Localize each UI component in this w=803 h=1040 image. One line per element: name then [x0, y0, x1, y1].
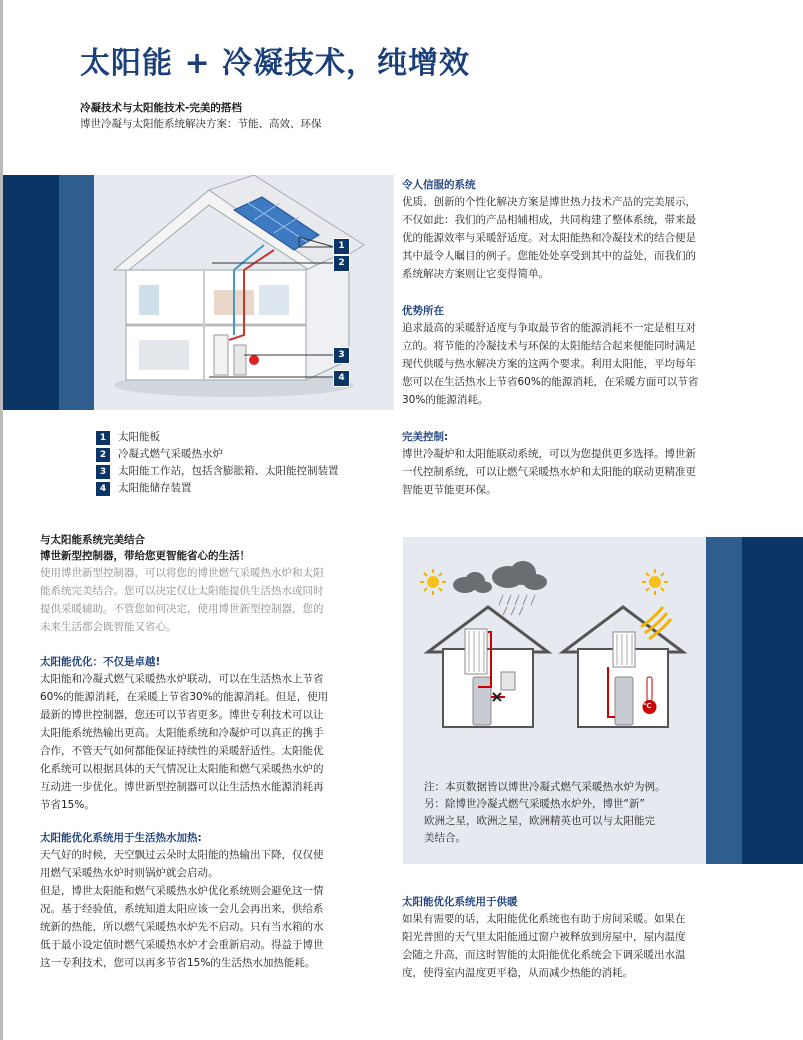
callout-4: 4 — [333, 370, 350, 387]
legend — [96, 429, 339, 497]
diagram-stripe-mid — [706, 537, 742, 864]
optimize-paragraph: 太阳能和冷凝式燃气采暖热水炉联动，可以在生活热水上节省 60%的能源消耗，在采暖上节省30%的能源消耗。但是，使用 最新的博世控制器，您还可以节省更多。博世专利技术可以让 太阳能系统热输出更高。太阳能系统和冷凝炉可以真正的携手 合作，不管天气如何都能保证持续性的采暖舒适性。太阳能优 化系统可以根据具体的天气情况让太阳能和燃气采暖热水炉的 互动进一步优化。博世新型控制器可以让生活热水能源消耗再 节省15%。 — [40, 673, 329, 811]
advantage-heading: 优势所在 — [402, 305, 444, 317]
hotwater-paragraph: 天气好的时候，天空飘过云朵时太阳能的热输出下降，仅仅使 用燃气采暖热水炉时则锅炉就会启动。 但是，博世太阳能和燃气采暖热水炉优化系统则会避免这一情 况。基于经验值，系统知道太阳应该一会儿会再出来，供给系 统新的热能，所以燃气采暖热水炉先不启动。只有当水箱的水 低于最小设定值时燃气采暖热水炉才会重新启动。得益于博世 这一专利技术，您可以再多节省15%的生活热水加热能耗。 — [40, 849, 324, 969]
sun-icon — [642, 569, 668, 595]
control-paragraph: 博世冷凝炉和太阳能联动系统，可以为您提供更多选择。博世新 一代控制系统，可以让燃气采暖热水炉和太阳能的联动更精准更 智能更节能更环保。 — [402, 448, 696, 496]
house-panel-stripe-mid — [59, 175, 94, 410]
intro-subtitle: 博世冷凝与太阳能系统解决方案：节能、高效、环保 — [80, 118, 322, 130]
thermometer-label: ℃ — [643, 702, 652, 710]
callout-2: 2 — [333, 255, 350, 272]
legend-item: 3 太阳能工作站，包括含膨胀箱、太阳能控制装置 — [96, 463, 339, 480]
combine-heading-2: 博世新型控制器，带给您更智能省心的生活！ — [40, 550, 250, 562]
right-column-top — [402, 177, 752, 499]
diagram-stripe-dark — [742, 537, 803, 864]
weather-diagram — [403, 537, 706, 777]
callout-1: 1 — [333, 238, 350, 255]
intro-heading: 冷凝技术与太阳能技术-完美的搭档 — [80, 102, 242, 114]
heating-heading: 太阳能优化系统用于供暖 — [402, 896, 518, 908]
left-column — [40, 532, 375, 972]
optimize-heading: 太阳能优化：不仅是卓越! — [40, 656, 161, 668]
page-edge — [0, 0, 3, 1040]
note-text: 注：本页数据皆以博世冷凝式燃气采暖热水炉为例。 另：除博世冷凝式燃气采暖热水炉外，博世“新” 欧洲之星，欧洲之星，欧洲精英也可以与太阳能完 美结合。 — [424, 781, 666, 844]
legend-item: 2 冷凝式燃气采暖热水炉 — [96, 446, 339, 463]
combine-heading-1: 与太阳能系统完美结合 — [40, 534, 145, 546]
combine-paragraph: 使用博世新型控制器，可以将您的博世燃气采暖热水炉和太阳 能系统完美结合。您可以决定仅让太阳能提供生活热水或同时 提供采暖辅助。不管您如何决定，使用博世新型控制器，您的 未来生活都会既智能又省心。 — [40, 567, 324, 633]
legend-item: 1 太阳能板 — [96, 429, 339, 446]
callout-3: 3 — [333, 347, 350, 364]
weather-diagram-panel — [403, 537, 706, 864]
house-panel-stripe-dark — [3, 175, 59, 410]
hotwater-heading: 太阳能优化系统用于生活热水加热: — [40, 832, 202, 844]
advantage-paragraph: 追求最高的采暖舒适度与争取最节省的能源消耗不一定是相互对 立的。将节能的冷凝技术与环保的太阳能结合起来便能同时满足 现代供暖与热水解决方案的这两个要求。利用太阳能，平均每年 您可以在生活热水上节省60%的能源消耗，在采暖方面可以节省 30%的能源消耗。 — [402, 322, 699, 406]
legend-item: 4 太阳能储存装置 — [96, 480, 339, 497]
trust-heading: 令人信服的系统 — [402, 179, 476, 191]
page-title: 太阳能 + 冷凝技术，纯增效 — [80, 46, 471, 81]
sun-icon — [420, 569, 446, 595]
right-column-bottom — [402, 894, 752, 982]
heating-paragraph: 如果有需要的话，太阳能优化系统也有助于房间采暖。如果在 阳光普照的天气里太阳能通过窗户被释放到房屋中，屋内温度 会随之升高，而这时智能的太阳能优化系统会下调采暖出水温 度，使得室内温度更平稳，从而减少热能的消耗。 — [402, 913, 686, 979]
trust-paragraph: 优质、创新的个性化解决方案是博世热力技术产品的完美展示， 不仅如此：我们的产品相辅相成，共同构建了整体系统，带来最 优的能源效率与采暖舒适度。对太阳能热和冷凝技术的结合便是 其中最令人瞩目的例子。您能处处享受到其中的益处，而我们的 系统解决方案则让它变得简单。 — [402, 196, 696, 280]
control-heading: 完美控制: — [402, 431, 449, 443]
